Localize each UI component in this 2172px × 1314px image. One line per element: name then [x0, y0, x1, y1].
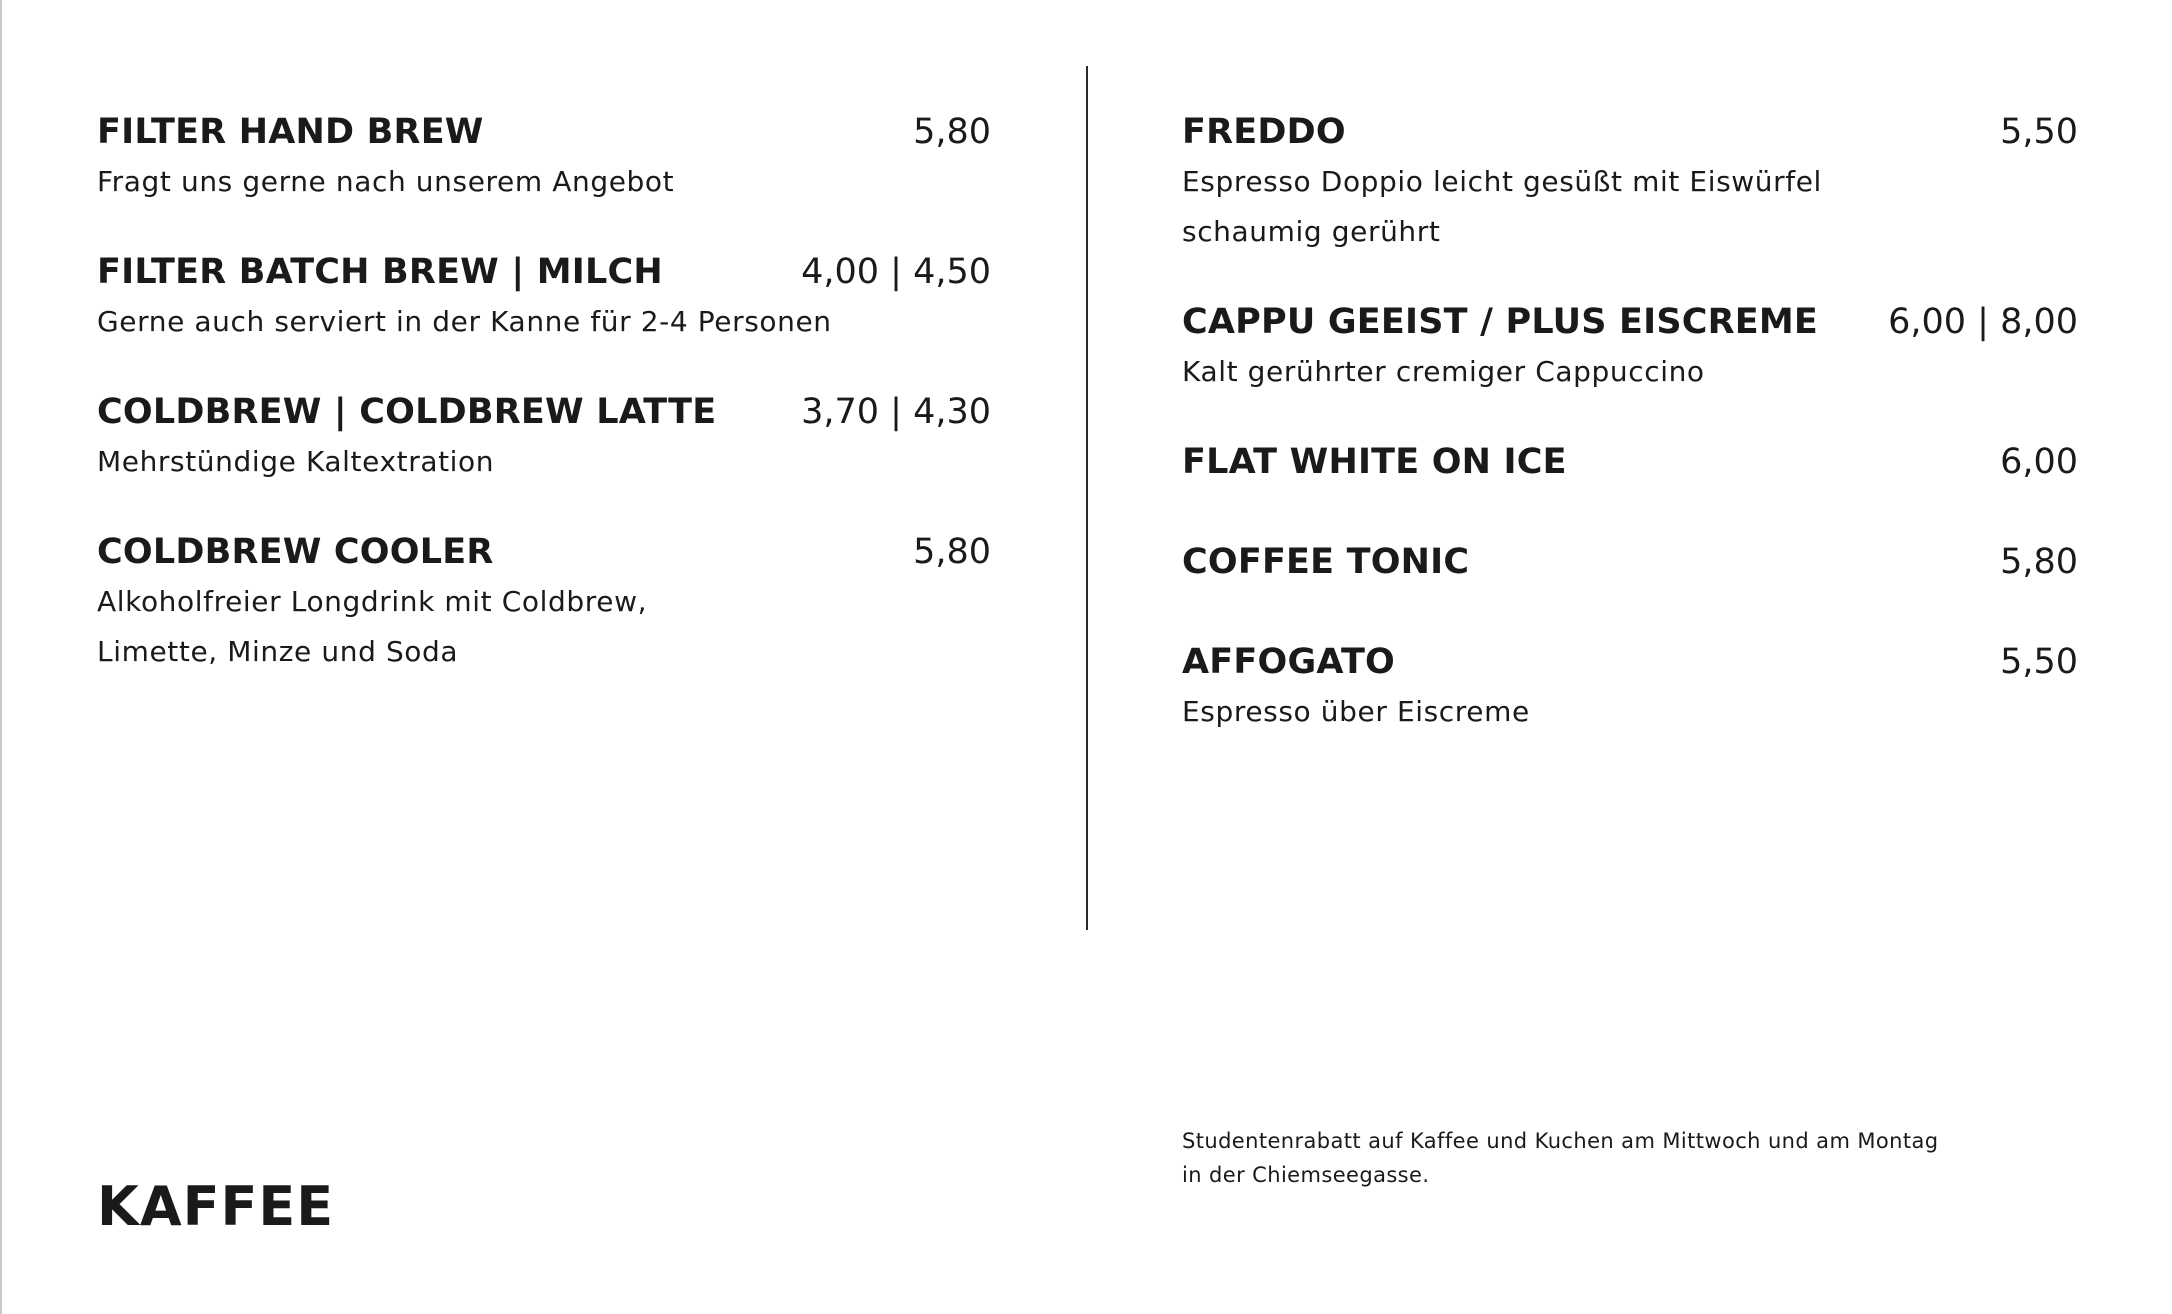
menu-item-name: FILTER BATCH BREW | MILCH	[97, 252, 663, 292]
footnote-line: Studentenrabatt auf Kaffee und Kuchen am Mittwoch und am Montag	[1182, 1129, 1939, 1153]
menu-item-name: COFFEE TONIC	[1182, 542, 1470, 582]
menu-item-name: COLDBREW | COLDBREW LATTE	[97, 392, 717, 432]
menu-item-price: 5,80	[2000, 542, 2078, 582]
menu-item-price: 6,00 | 8,00	[1888, 302, 2078, 342]
menu-item-description: Espresso über Eiscreme	[1182, 695, 1530, 728]
menu-item	[1182, 639, 2078, 737]
menu-item-price: 6,00	[2000, 442, 2078, 482]
menu-item-header	[1182, 639, 2078, 685]
page-left-edge	[0, 0, 2, 1314]
menu-item-header	[97, 529, 991, 575]
menu-item	[1182, 299, 2078, 397]
student-discount-note	[1182, 1124, 1939, 1192]
menu-item	[1182, 539, 2078, 585]
menu-column-right	[1182, 109, 2078, 779]
menu-item	[97, 109, 991, 207]
footnote-line: in der Chiemseegasse.	[1182, 1163, 1430, 1187]
menu-item	[97, 249, 991, 347]
menu-item-description: Espresso Doppio leicht gesüßt mit Eiswürfel	[1182, 165, 1822, 198]
menu-item-price: 5,50	[2000, 112, 2078, 152]
menu-item-header	[1182, 439, 2078, 485]
menu-item-name: AFFOGATO	[1182, 642, 1395, 682]
menu-item-header	[1182, 539, 2078, 585]
menu-item-description: Fragt uns gerne nach unserem Angebot	[97, 165, 675, 198]
menu-item-price: 4,00 | 4,50	[801, 252, 991, 292]
menu-item-description: Alkoholfreier Longdrink mit Coldbrew,	[97, 585, 648, 618]
section-title: KAFFEE	[97, 1175, 335, 1238]
column-divider	[1086, 66, 1088, 930]
menu-item-description: Kalt gerührter cremiger Cappuccino	[1182, 355, 1705, 388]
menu-item-name: FREDDO	[1182, 112, 1346, 152]
menu-item-name: COLDBREW COOLER	[97, 532, 494, 572]
menu-item-name: FILTER HAND BREW	[97, 112, 484, 152]
menu-item-price: 5,50	[2000, 642, 2078, 682]
menu-item	[97, 529, 991, 677]
menu-item-header	[97, 389, 991, 435]
menu-item-description: schaumig gerührt	[1182, 215, 1441, 248]
menu-item	[1182, 439, 2078, 485]
menu-item-description: Gerne auch serviert in der Kanne für 2-4 Personen	[97, 305, 832, 338]
menu-item-price: 3,70 | 4,30	[801, 392, 991, 432]
menu-item-header	[97, 109, 991, 155]
menu-item-name: CAPPU GEEIST / PLUS EISCREME	[1182, 302, 1819, 342]
menu-item-header	[97, 249, 991, 295]
menu-item-price: 5,80	[913, 112, 991, 152]
menu-item	[1182, 109, 2078, 257]
menu-item-description: Limette, Minze und Soda	[97, 635, 459, 668]
menu-item-name: FLAT WHITE ON ICE	[1182, 442, 1567, 482]
menu-item	[97, 389, 991, 487]
menu-item-price: 5,80	[913, 532, 991, 572]
menu-item-header	[1182, 299, 2078, 345]
menu-column-left	[97, 109, 991, 719]
menu-item-description: Mehrstündige Kaltextration	[97, 445, 495, 478]
menu-item-header	[1182, 109, 2078, 155]
